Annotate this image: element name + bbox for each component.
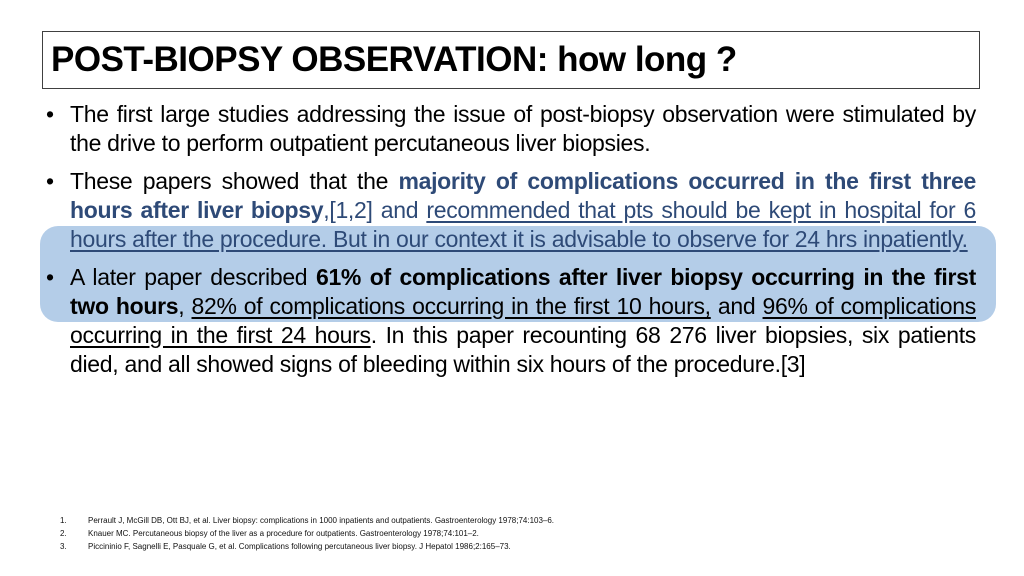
bullet-item-1 [46,100,976,158]
bullet-list [46,100,976,388]
bullet-dot: • [46,168,54,194]
reference-item [60,514,554,527]
bullet-item-2 [46,167,976,254]
reference-number: 1. [60,516,67,525]
bullet-3-text-1: A later paper described [70,264,316,290]
bullet-item-3 [46,263,976,379]
reference-number: 3. [60,542,67,551]
bullet-1-text: The first large studies addressing the issue of post-biopsy observation were stimulated by the drive to perform outpatient percutaneous liver biopsies. [70,101,976,156]
reference-text: Knauer MC. Percutaneous biopsy of the liver as a procedure for outpatients. Gastroenterology 1978;74:101–2. [88,529,479,538]
bullet-2-text-1: These papers showed that the [70,168,399,194]
reference-number: 2. [60,529,67,538]
bullet-3-underlined-2: 96% of complications occurring in the first 24 hours [70,293,976,348]
bullet-2-underlined: recommended that pts should be kept in hospital for 6 hours after the procedure. But in our context it is advisable to observe for 24 hrs inpatiently. [70,197,976,252]
references-list [60,514,554,553]
reference-item [60,527,554,540]
bullet-3-underlined-1: 82% of complications occurring in the first 10 hours, [191,293,711,319]
bullet-3-text-4: . In this paper recounting 68 276 liver biopsies, six patients died, and all showed signs of bleeding within six hours of the procedure.[3] [70,322,976,377]
bullet-dot: • [46,101,54,127]
slide-title: POST-BIOPSY OBSERVATION: how long ? [51,40,737,79]
bullet-3-text-3: and [710,293,763,319]
bullet-3-text-2: , [178,293,192,319]
reference-text: Perrault J, McGill DB, Ott BJ, et al. Liver biopsy: complications in 1000 inpatients and outpatients. Gastroenterology 1978;74:103–6. [88,516,555,525]
reference-item [60,540,554,553]
reference-text: Piccininio F, Sagnelli E, Pasquale G, et al. Complications following percutaneous liver biopsy. J Hepatol 1986;2:165–73. [88,542,511,551]
bullet-dot: • [46,264,54,290]
bullet-2-bold: majority of complications occurred in the first three hours after liver biopsy [70,168,976,223]
title-box [42,31,980,89]
bullet-3-bold: 61% of complications after liver biopsy occurring in the first two hours [70,264,976,319]
bullet-2-text-2: ,[1,2] and [323,197,427,223]
